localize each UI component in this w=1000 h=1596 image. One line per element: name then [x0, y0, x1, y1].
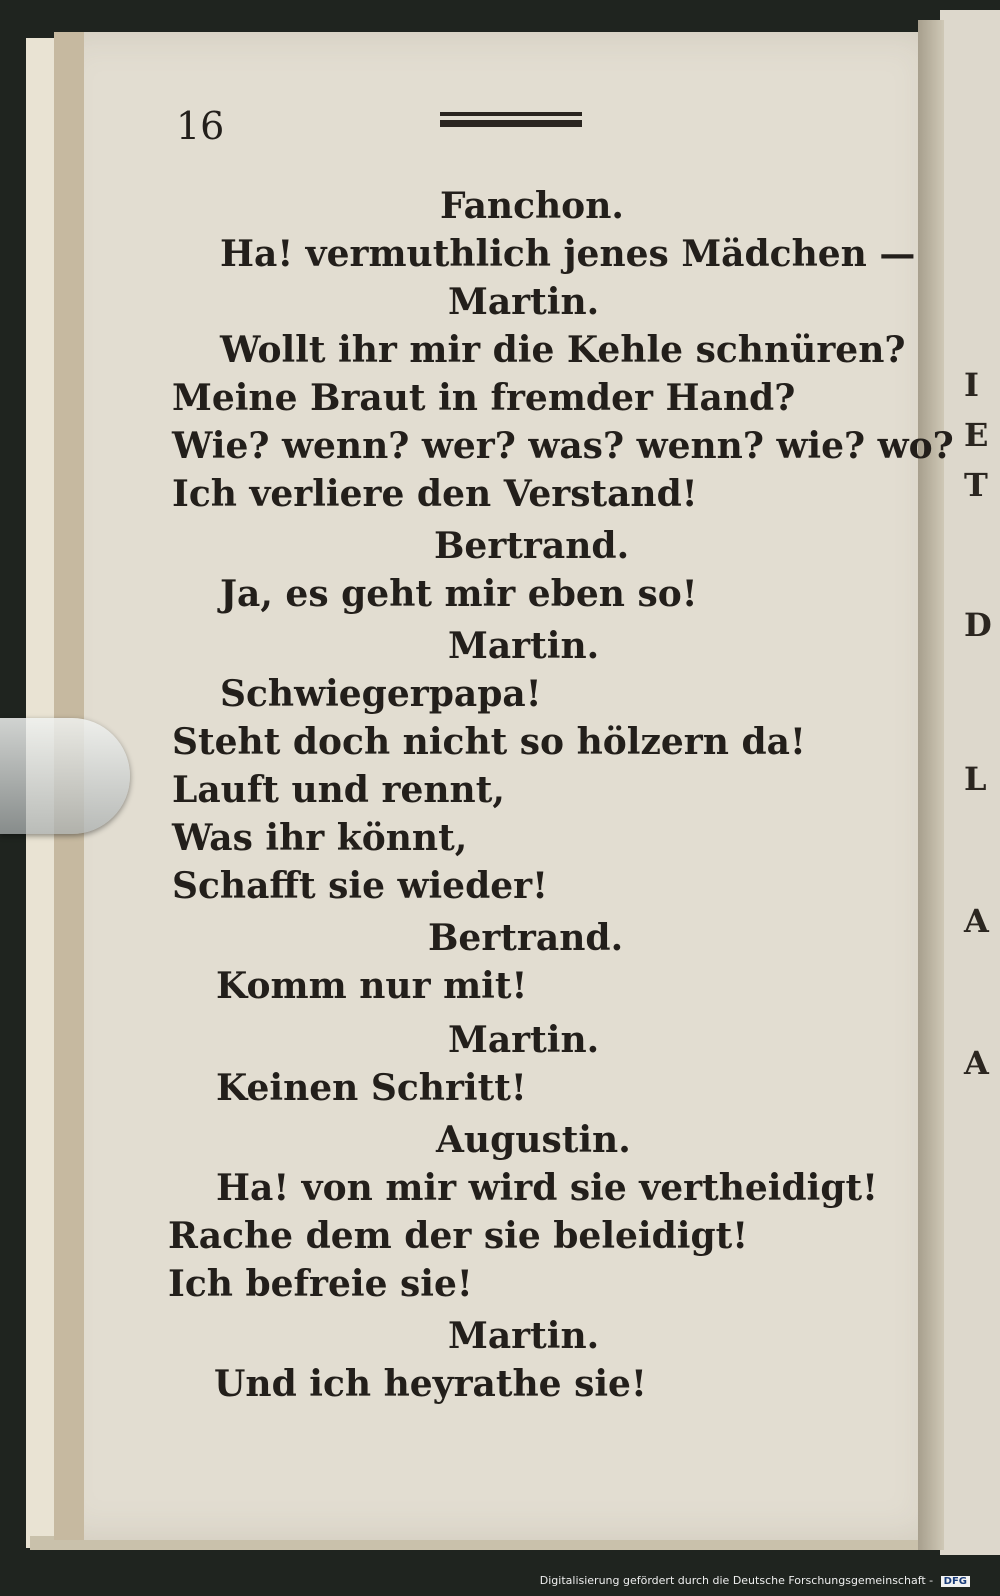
- verse-line: Ha! von mir wird sie vertheidigt!: [216, 1167, 878, 1209]
- facing-page-fragment: L: [964, 760, 987, 798]
- speaker-name: Martin.: [448, 1019, 600, 1061]
- verse-line: Steht doch nicht so hölzern da!: [172, 721, 806, 763]
- page-clip: [0, 718, 130, 834]
- verse-line: Schwiegerpapa!: [220, 673, 542, 715]
- credit-text: Digitalisierung gefördert durch die Deutsche Forschungsgemeinschaft -: [539, 1574, 934, 1587]
- verse-line: Schafft sie wieder!: [172, 865, 548, 907]
- digitization-credit: [540, 1574, 970, 1587]
- facing-page-fragment: E: [964, 416, 989, 454]
- verse-line: Wie? wenn? wer? was? wenn? wie? wo?: [172, 425, 954, 467]
- verse-line: Lauft und rennt,: [172, 769, 505, 811]
- verse-line: Meine Braut in fremder Hand?: [172, 377, 796, 419]
- facing-page-fragment: I: [964, 366, 979, 404]
- facing-page-fragment: D: [964, 606, 992, 644]
- verse-line: Was ihr könnt,: [172, 817, 468, 859]
- speaker-name: Bertrand.: [434, 525, 630, 567]
- facing-page-fragment: T: [964, 466, 988, 504]
- verse-line: Keinen Schritt!: [216, 1067, 527, 1109]
- header-ornament-rule: [440, 112, 582, 128]
- page-number: 16: [176, 104, 225, 148]
- facing-page-fragment: A: [964, 902, 989, 940]
- verse-line: Ha! vermuthlich jenes Mädchen —: [220, 233, 916, 275]
- speaker-name: Martin.: [448, 625, 600, 667]
- speaker-name: Martin.: [448, 281, 600, 323]
- verse-line: Ich befreie sie!: [168, 1263, 473, 1305]
- verse-line: Rache dem der sie beleidigt!: [168, 1215, 749, 1257]
- verse-line: Ich verliere den Verstand!: [172, 473, 698, 515]
- verse-line: Ja, es geht mir eben so!: [220, 573, 698, 615]
- facing-page: [940, 10, 1000, 1555]
- book-gutter: [918, 20, 944, 1550]
- speaker-name: Martin.: [448, 1315, 600, 1357]
- dfg-logo: DFG: [941, 1576, 970, 1587]
- facing-page-fragment: A: [964, 1044, 989, 1082]
- speaker-name: Fanchon.: [440, 185, 624, 227]
- speaker-name: Augustin.: [436, 1119, 631, 1161]
- speaker-name: Bertrand.: [428, 917, 624, 959]
- verse-line: Und ich heyrathe sie!: [214, 1363, 647, 1405]
- verse-line: Komm nur mit!: [216, 965, 528, 1007]
- verse-line: Wollt ihr mir die Kehle schnüren?: [220, 329, 906, 371]
